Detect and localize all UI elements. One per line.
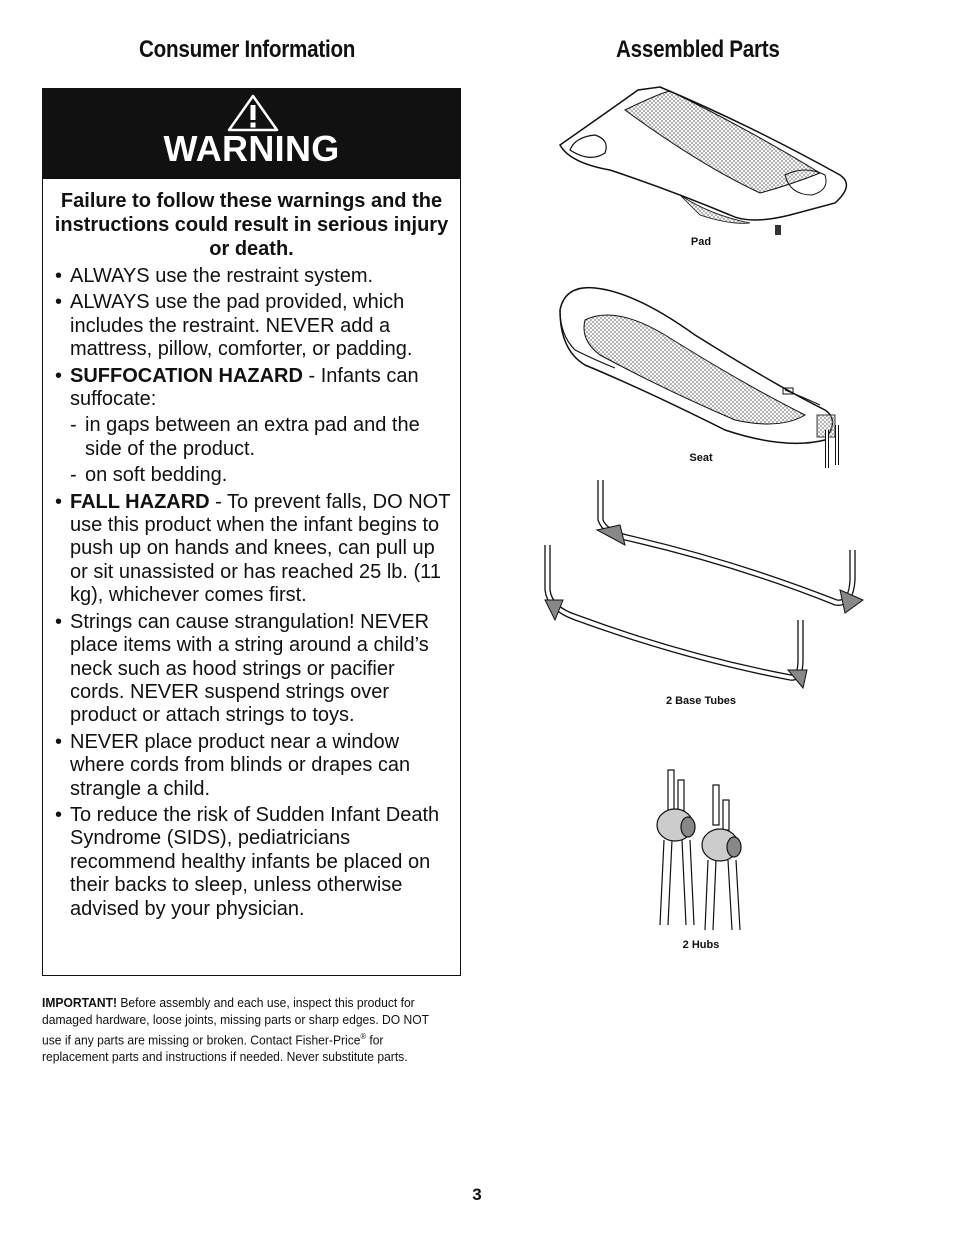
warning-triangle-icon (226, 93, 280, 133)
warning-item: • ALWAYS use the restraint system. (55, 265, 452, 288)
warning-item: • To reduce the risk of Sudden Infant Death Syndrome (SIDS), pediatricians recommend healthy infants be placed on their backs to sleep, unless otherwise advised by your physician. (55, 804, 452, 921)
consumer-information-heading: Consumer Information (139, 36, 356, 63)
seat-illustration (555, 280, 850, 475)
part-label-pad: Pad (690, 236, 712, 248)
warning-item-fall: • FALL HAZARD - To prevent falls, DO NOT use this product when the infant begins to push up on hands and knees, can pull up or sit unassisted or has reached 25 lb. (11 kg), whichever comes first. (55, 491, 452, 608)
warning-subitem: - in gaps between an extra pad and the side of the product. (70, 414, 420, 460)
warning-item: • ALWAYS use the pad provided, which includes the restraint. NEVER add a mattress, pillow, comforter, or padding. (55, 291, 452, 361)
warning-item: • NEVER place product near a window where cords from blinds or drapes can strangle a child. (55, 731, 452, 801)
part-label-base-tubes: 2 Base Tubes (665, 695, 737, 707)
warning-header (43, 89, 460, 179)
page-number: 3 (472, 1185, 482, 1204)
important-note: IMPORTANT! Before assembly and each use, inspect this product for damaged hardware, loose joints, missing parts or sharp edges. DO NOT use if any parts are missing or broken. Contact Fisher-Price® for replacement parts and instructions if needed. Never substitute parts. (42, 995, 429, 1065)
base-tubes-illustration (535, 470, 870, 695)
warning-list (43, 265, 460, 921)
warning-lead: Failure to follow these warnings and the instructions could result in serious injury or death. (54, 190, 449, 260)
warning-subitem: - on soft bedding. (70, 464, 228, 487)
pad-illustration (550, 85, 860, 240)
warning-item: • Strings can cause strangulation! NEVER place items with a string around a child’s neck such as hood strings or pacifier cords. NEVER suspend strings over product or attach strings to toys. (55, 611, 452, 728)
warning-box (42, 88, 461, 976)
part-label-seat: Seat (689, 452, 713, 464)
warning-item-suffocation: • SUFFOCATION HAZARD - Infants can suffocate: - in gaps between an extra pad and the side of the product. - on soft bedding. (55, 365, 452, 488)
assembled-parts-heading: Assembled Parts (616, 36, 780, 63)
part-label-hubs: 2 Hubs (682, 939, 720, 951)
warning-title: WARNING (163, 128, 340, 169)
hubs-illustration (650, 765, 755, 935)
